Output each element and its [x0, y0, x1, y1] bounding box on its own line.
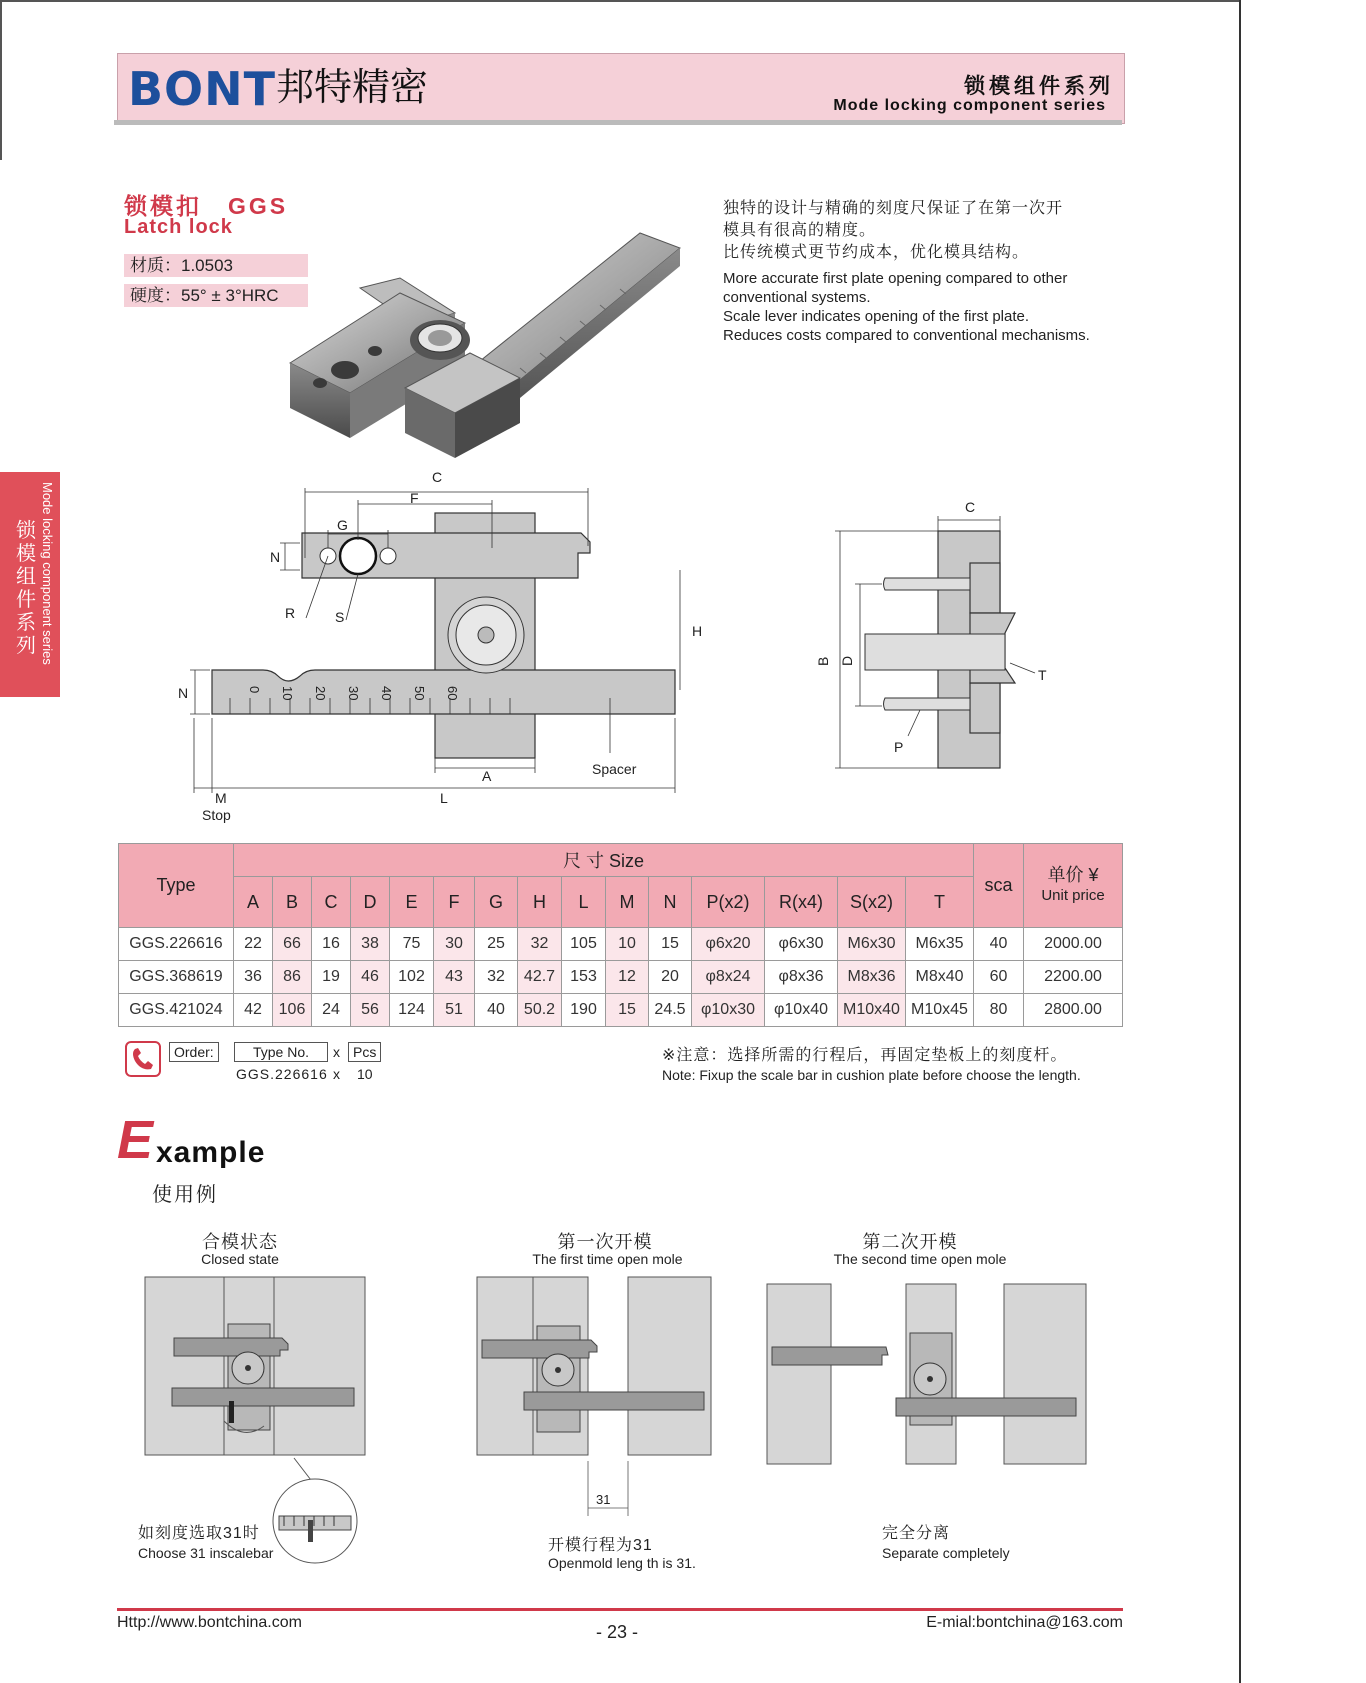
- label-R: R: [285, 605, 296, 621]
- order-phone-icon: [125, 1041, 161, 1077]
- cell-f: 30: [434, 928, 475, 961]
- front-view-drawing: [160, 448, 703, 823]
- cell-t: M6x35: [906, 928, 974, 961]
- cell-px2: φ8x24: [692, 961, 765, 994]
- th-size: 尺 寸 Size: [234, 844, 974, 877]
- th-price: [1024, 844, 1123, 928]
- side-view-drawing: [815, 498, 1060, 778]
- label-A: A: [482, 768, 492, 784]
- label-F: F: [410, 490, 419, 506]
- footer-email[interactable]: E-mial:bontchina@163.com: [926, 1614, 1123, 1631]
- cell-g: 25: [475, 928, 518, 961]
- cell-t: M10x45: [906, 994, 974, 1027]
- cell-m: 12: [606, 961, 649, 994]
- th-type: Type: [119, 844, 234, 928]
- cell-sx2: M10x40: [838, 994, 906, 1027]
- cell-price: 2000.00: [1024, 928, 1123, 961]
- panel1-caption-en: Closed state: [201, 1251, 279, 1267]
- cell-m: 10: [606, 928, 649, 961]
- order-note-cn: ※注意：选择所需的行程后，再固定垫板上的刻度杆。: [662, 1047, 1068, 1064]
- panel2-first-open: [476, 1276, 716, 1526]
- table-row: [119, 928, 1123, 961]
- order-type-no-box: Type No.: [234, 1042, 328, 1062]
- cell-rx4: φ8x36: [765, 961, 838, 994]
- footer-website[interactable]: Http://www.bontchina.com: [117, 1614, 302, 1631]
- header-shadow: [114, 120, 1122, 125]
- cell-a: 22: [234, 928, 273, 961]
- cell-n: 24.5: [649, 994, 692, 1027]
- cell-l: 105: [562, 928, 606, 961]
- cell-f: 43: [434, 961, 475, 994]
- panel3-caption-cn: 第二次开模: [862, 1232, 958, 1252]
- cell-sx2: M8x36: [838, 961, 906, 994]
- desc-en-2: conventional systems.: [723, 289, 871, 306]
- cell-type: GGS.226616: [119, 928, 234, 961]
- label-T: T: [1038, 667, 1047, 683]
- cell-price: 2800.00: [1024, 994, 1123, 1027]
- scale-tick-50: 50: [412, 686, 427, 701]
- th-col-R: R(x4): [765, 877, 838, 928]
- desc-en-4: Reduces costs compared to conventional mechanisms.: [723, 327, 1090, 344]
- label-G: G: [337, 517, 348, 533]
- cell-e: 75: [390, 928, 434, 961]
- product-photo: [290, 218, 690, 478]
- label-P: P: [894, 739, 904, 755]
- label-C-side: C: [965, 499, 976, 515]
- panel1-note-cn: 如刻度选取31时: [138, 1525, 260, 1542]
- th-col-L: L: [562, 877, 606, 928]
- cell-sca: 80: [974, 994, 1024, 1027]
- desc-cn-1: 独特的设计与精确的刻度尺保证了在第一次开: [723, 200, 1064, 217]
- order-example-qty: 10: [357, 1066, 373, 1082]
- page-frame-right: [1239, 0, 1241, 1683]
- th-col-E: E: [390, 877, 434, 928]
- cell-l: 190: [562, 994, 606, 1027]
- example-title-rest: xample: [156, 1136, 266, 1169]
- label-C: C: [432, 469, 443, 485]
- cell-t: M8x40: [906, 961, 974, 994]
- panel3-note-cn: 完全分离: [882, 1525, 951, 1542]
- side-tab-en: Mode locking component series: [40, 482, 55, 665]
- panel3-caption-en: The second time open mole: [833, 1251, 1007, 1267]
- footer-line: [117, 1608, 1123, 1611]
- label-spacer: Spacer: [592, 761, 637, 777]
- cell-l: 153: [562, 961, 606, 994]
- cell-c: 19: [312, 961, 351, 994]
- label-N-bottom: N: [178, 685, 189, 701]
- th-col-C: C: [312, 877, 351, 928]
- th-sca: sca: [974, 844, 1024, 928]
- panel1-note-en: Choose 31 inscalebar: [138, 1545, 274, 1561]
- cell-rx4: φ6x30: [765, 928, 838, 961]
- scale-tick-10: 10: [280, 686, 295, 701]
- label-M: M: [215, 790, 227, 806]
- side-tab-cn: 锁模组件系列: [16, 520, 36, 657]
- cell-sca: 60: [974, 961, 1024, 994]
- cell-h: 50.2: [518, 994, 562, 1027]
- th-col-G: G: [475, 877, 518, 928]
- hardness-spec: 硬度：55° ± 3°HRC: [124, 284, 308, 307]
- order-label: Order:: [169, 1042, 219, 1062]
- cell-n: 15: [649, 928, 692, 961]
- scale-tick-40: 40: [379, 686, 394, 701]
- th-col-S: S(x2): [838, 877, 906, 928]
- scale-tick-30: 30: [346, 686, 361, 701]
- cell-d: 38: [351, 928, 390, 961]
- desc-cn-3: 比传统模式更节约成本，优化模具结构。: [723, 244, 1030, 261]
- label-N-top: N: [270, 549, 281, 565]
- cell-b: 106: [273, 994, 312, 1027]
- cell-type: GGS.421024: [119, 994, 234, 1027]
- cell-h: 32: [518, 928, 562, 961]
- label-S: S: [335, 609, 345, 625]
- label-L: L: [440, 790, 448, 806]
- scale-tick-60: 60: [445, 686, 460, 701]
- order-example-x: x: [333, 1066, 340, 1082]
- order-example-type: GGS.226616: [236, 1066, 328, 1082]
- cell-px2: φ10x30: [692, 994, 765, 1027]
- cell-price: 2200.00: [1024, 961, 1123, 994]
- panel1-caption-cn: 合模状态: [202, 1232, 278, 1252]
- example-title-E: E: [117, 1110, 154, 1170]
- cell-d: 46: [351, 961, 390, 994]
- brand-logo: BONT: [128, 62, 277, 116]
- spec-table: [118, 843, 1123, 1027]
- series-title-en: Mode locking component series: [833, 97, 1106, 114]
- cell-g: 32: [475, 961, 518, 994]
- panel3-note-en: Separate completely: [882, 1545, 1010, 1561]
- cell-a: 42: [234, 994, 273, 1027]
- cell-c: 24: [312, 994, 351, 1027]
- th-col-T: T: [906, 877, 974, 928]
- label-D: D: [839, 655, 855, 666]
- panel2-dim: 31: [596, 1492, 611, 1507]
- page-frame-top: [0, 0, 1241, 2]
- panel2-note-en: Openmold leng th is 31.: [548, 1555, 696, 1571]
- scale-tick-20: 20: [313, 686, 328, 701]
- desc-en-3: Scale lever indicates opening of the first plate.: [723, 308, 1030, 325]
- panel2-note-cn: 开模行程为31: [548, 1537, 653, 1554]
- th-col-A: A: [234, 877, 273, 928]
- cell-m: 15: [606, 994, 649, 1027]
- th-price-en: Unit price: [1041, 887, 1105, 904]
- label-H: H: [692, 623, 703, 639]
- cell-g: 40: [475, 994, 518, 1027]
- cell-px2: φ6x20: [692, 928, 765, 961]
- example-title-cn: 使用例: [152, 1184, 218, 1206]
- cell-b: 86: [273, 961, 312, 994]
- cell-sx2: M6x30: [838, 928, 906, 961]
- cell-h: 42.7: [518, 961, 562, 994]
- cell-type: GGS.368619: [119, 961, 234, 994]
- th-col-N: N: [649, 877, 692, 928]
- cell-b: 66: [273, 928, 312, 961]
- cell-n: 20: [649, 961, 692, 994]
- order-x: x: [333, 1044, 340, 1060]
- series-title-cn: 锁模组件系列: [964, 75, 1114, 98]
- cell-d: 56: [351, 994, 390, 1027]
- cell-a: 36: [234, 961, 273, 994]
- th-col-M: M: [606, 877, 649, 928]
- panel3-second-open: [766, 1283, 1091, 1468]
- desc-cn-2: 模具有很高的精度。: [723, 222, 877, 239]
- order-pcs-box: Pcs: [348, 1042, 381, 1062]
- label-B: B: [815, 656, 831, 666]
- cell-rx4: φ10x40: [765, 994, 838, 1027]
- th-price-cn: 单价 ¥: [1047, 865, 1099, 885]
- cell-c: 16: [312, 928, 351, 961]
- table-row: [119, 994, 1123, 1027]
- th-col-D: D: [351, 877, 390, 928]
- desc-en-1: More accurate first plate opening compared to other: [723, 270, 1068, 287]
- brand-name-cn: 邦特精密: [276, 65, 429, 109]
- page-number: - 23 -: [596, 1622, 639, 1642]
- th-col-P: P(x2): [692, 877, 765, 928]
- th-col-B: B: [273, 877, 312, 928]
- cell-e: 124: [390, 994, 434, 1027]
- th-col-H: H: [518, 877, 562, 928]
- panel2-caption-en: The first time open mole: [532, 1251, 683, 1267]
- cell-f: 51: [434, 994, 475, 1027]
- page-frame-left: [0, 0, 2, 160]
- order-note-en: Note: Fixup the scale bar in cushion plate before choose the length.: [662, 1067, 1081, 1083]
- cell-sca: 40: [974, 928, 1024, 961]
- scale-tick-0: 0: [247, 686, 262, 694]
- panel2-caption-cn: 第一次开模: [557, 1232, 653, 1252]
- table-row: [119, 961, 1123, 994]
- label-stop: Stop: [202, 807, 231, 823]
- material-spec: 材质：1.0503: [124, 254, 308, 277]
- cell-e: 102: [390, 961, 434, 994]
- th-col-F: F: [434, 877, 475, 928]
- product-name-cn: 锁模扣 GGS: [124, 193, 289, 219]
- product-name-en: Latch lock: [124, 216, 233, 238]
